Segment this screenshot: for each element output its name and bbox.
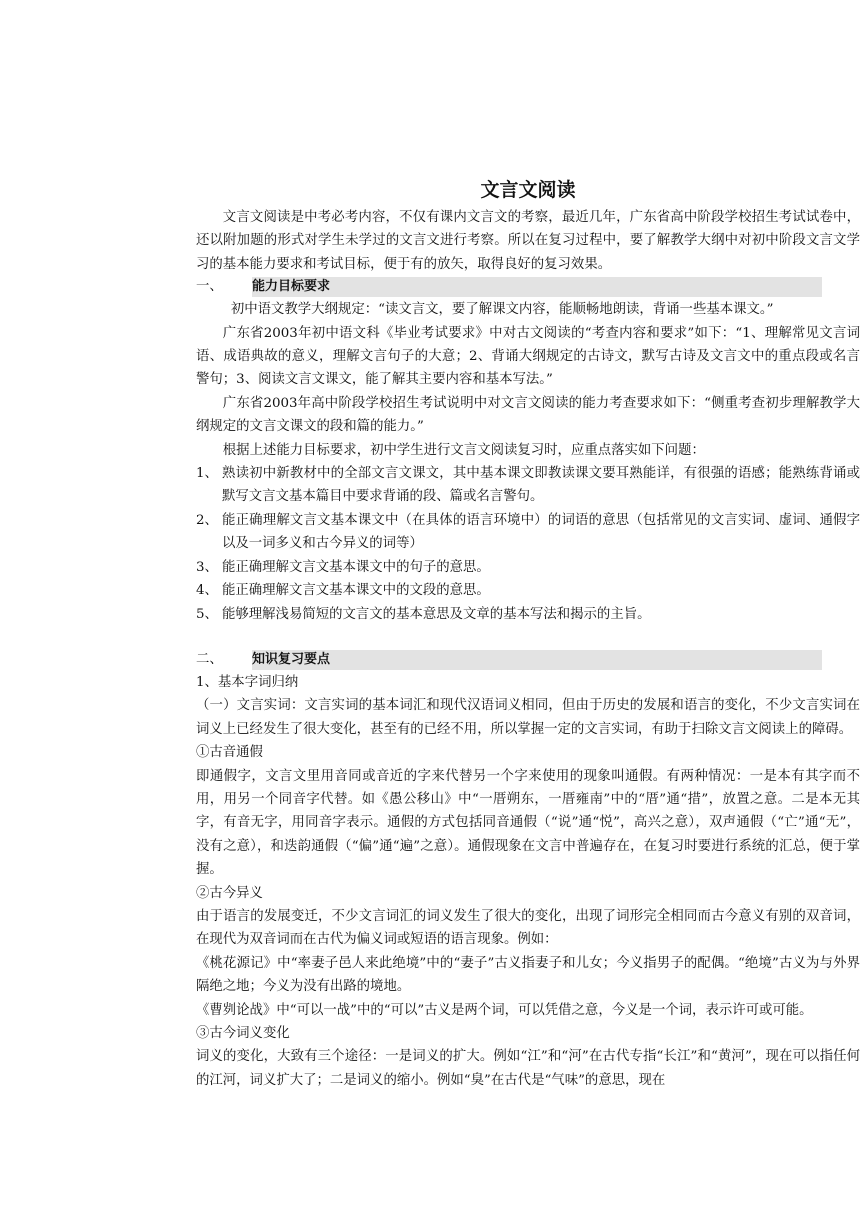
subheading: ①古音通假 bbox=[196, 745, 263, 761]
section-label: 知识复习要点 bbox=[252, 650, 822, 670]
list-text: 熟读初中新教材中的全部文言文课文，其中基本课文即教读课文要耳熟能详，有很强的语感；能熟练背诵或默写文言文基本篇目中要求背诵的段、篇或名言警句。 bbox=[222, 466, 860, 505]
paragraph: 初中语文教学大纲规定：“读文言文，要了解课文内容，能顺畅地朗读，背诵一些基本课文。” bbox=[230, 302, 774, 318]
paragraph: 由于语言的发展变迁，不少文言词汇的词义发生了很大的变化，出现了词形完全相同而古今意义有别的双音词，在现代为双音词而在古代为偏义词或短语的语言现象。例如： bbox=[196, 908, 860, 948]
list-text: 能正确理解文言文基本课文中的句子的意思。 bbox=[222, 559, 490, 575]
list-item bbox=[196, 462, 860, 509]
subheading: 1、基本字词归纳 bbox=[196, 674, 299, 690]
list-text: 能够理解浅易简短的文言文的基本意思及文章的基本写法和揭示的主旨。 bbox=[222, 606, 651, 622]
list-number: 2、 bbox=[196, 512, 218, 528]
paragraph: 广东省2003年高中阶段学校招生考试说明中对文言文阅读的能力考查要求如下：“侧重考查初步理解教学大纲规定的文言文课文的段和篇的能力。” bbox=[196, 395, 860, 435]
list-item bbox=[196, 579, 860, 602]
paragraph: 词义的变化，大致有三个途径：一是词义的扩大。例如“江”和“河”在古代专指“长江”和“黄河”，现在可以指任何的江河，词义扩大了；二是词义的缩小。例如“臭”在古代是“气味”的意思，现在 bbox=[196, 1049, 860, 1088]
list-text: 能正确理解文言文基本课文中（在具体的语言环境中）的词语的意思（包括常见的文言实词、虚词、通假字以及一词多义和古今异义的词等） bbox=[222, 512, 860, 552]
document-page bbox=[196, 176, 860, 1092]
list-number: 4、 bbox=[196, 583, 218, 599]
paragraph: （一）文言实词：文言实词的基本词汇和现代汉语词义相同，但由于历史的发展和语言的变化，不少文言实词在词义上已经发生了很大变化，甚至有的已经不用，所以掌握一定的文言实词，有助于扫除文言文阅读上的障碍。 bbox=[196, 698, 860, 737]
paragraph: 《曹刿论战》中“可以一战”中的“可以”古义是两个词，可以凭借之意，今义是一个词，表示许可或可能。 bbox=[196, 1002, 813, 1018]
list-number: 3、 bbox=[196, 559, 218, 575]
list-number: 5、 bbox=[196, 606, 218, 622]
list-item bbox=[196, 603, 860, 626]
paragraph: 即通假字，文言文里用音同或音近的字来代替另一个字来使用的现象叫通假。有两种情况：一是本有其字而不用，用另一个同音字代替。如《愚公移山》中“一厝朔东，一厝雍南”中的“厝”通“措”，放置之意。二是本无其字，有音无字，用同音字表示。通假的方式包括同音通假（“说”通“悦”，高兴之意），双声通假（“亡”通“无”，没有之意），和迭韵通假（“偏”通“遍”之意）。通假现象在文言中普遍存在，在复习时要进行系统的汇总，便于掌握。 bbox=[196, 768, 860, 878]
subheading: ②古今异义 bbox=[196, 885, 263, 901]
list-item bbox=[196, 509, 860, 556]
document-title: 文言文阅读 bbox=[480, 179, 576, 201]
subheading: ③古今词义变化 bbox=[196, 1026, 290, 1041]
intro-paragraph: 文言文阅读是中考必考内容，不仅有课内文言文的考察，最近几年，广东省高中阶段学校招生考试试卷中，还以附加题的形式对学生未学过的文言文进行考察。所以在复习过程中，要了解教学大纲中对初中阶段文言文学习的基本能力要求和考试目标，便于有的放矢，取得良好的复习效果。 bbox=[196, 210, 860, 272]
section-number: 一、 bbox=[196, 279, 223, 295]
list-text: 能正确理解文言文基本课文中的文段的意思。 bbox=[222, 583, 490, 599]
list-number: 1、 bbox=[196, 466, 218, 482]
section-heading-2 bbox=[196, 650, 860, 670]
section-label: 能力目标要求 bbox=[252, 277, 822, 297]
section-number: 二、 bbox=[196, 651, 223, 667]
blank-line bbox=[196, 626, 860, 649]
list-item bbox=[196, 556, 860, 579]
paragraph: 根据上述能力目标要求，初中学生进行文言文阅读复习时，应重点落实如下问题： bbox=[222, 442, 705, 458]
paragraph: 《桃花源记》中“率妻子邑人来此绝境”中的“妻子”古义指妻子和儿女；今义指男子的配偶。“绝境”古义为与外界隔绝之地；今义为没有出路的境地。 bbox=[196, 955, 860, 995]
paragraph: 广东省2003年初中语文科《毕业考试要求》中对古文阅读的“考查内容和要求”如下：“1、理解常见文言词语、成语典故的意义，理解文言句子的大意；2、背诵大纲规定的古诗文，默写古诗及文言文中的重点段或名言警句；3、阅读文言文课文，能了解其主要内容和基本写法。” bbox=[196, 325, 860, 388]
section-heading-1 bbox=[196, 277, 860, 297]
